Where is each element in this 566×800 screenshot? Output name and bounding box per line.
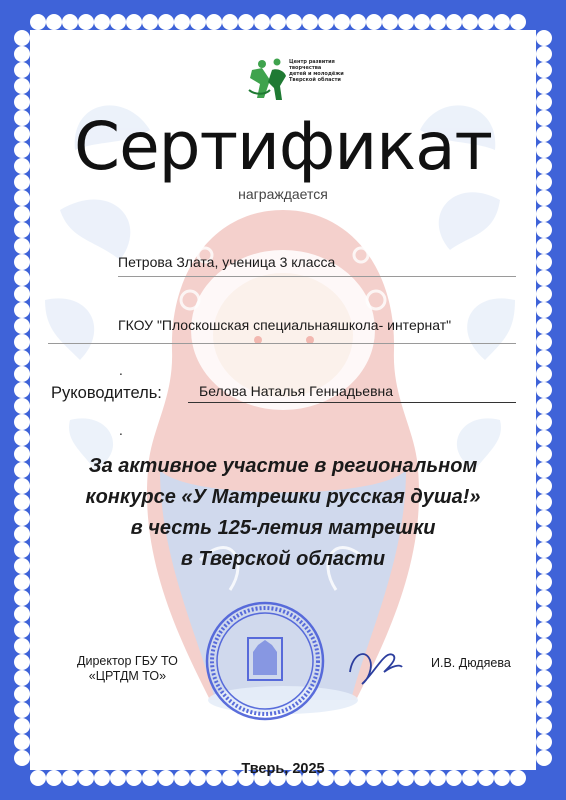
director-title-line: Директор ГБУ ТО: [77, 654, 178, 668]
award-reason-line: в честь 125-летия матрешки: [130, 517, 436, 539]
director-title-line: «ЦРТДМ ТО»: [88, 669, 167, 683]
logo-caption-line: Центр развития творчества: [289, 59, 335, 71]
separator-dot: .: [119, 424, 123, 438]
leader-label: Руководитель:: [51, 384, 162, 402]
school-underline: [48, 343, 516, 344]
leader-name: Белова Наталья Геннадьевна: [199, 383, 394, 399]
certificate-title: Сертификат: [73, 108, 492, 185]
logo-caption: [289, 59, 359, 83]
footer-place-year: Тверь, 2025: [241, 761, 325, 777]
school-name: ГКОУ "Плоскошская специальнаяшкола- интернат": [118, 317, 452, 333]
separator-dot: .: [119, 364, 123, 378]
recipient-name: Петрова Злата, ученица 3 класса: [118, 254, 336, 270]
recipient-underline: [118, 276, 516, 277]
award-reason-line: конкурсе «У Матрешки русская душа!»: [85, 486, 481, 508]
award-reason-line: За активное участие в региональном: [88, 455, 478, 477]
award-reason-line: в Тверской области: [180, 548, 386, 570]
director-title: [77, 654, 178, 684]
logo-caption-line: Тверской области: [289, 77, 341, 83]
award-reason: [0, 451, 566, 575]
logo-caption-line: детей и молодёжи: [289, 71, 344, 77]
awarded-label: награждается: [238, 186, 328, 202]
leader-underline: [188, 402, 516, 403]
signer-name: И.В. Дюдяева: [431, 656, 511, 670]
